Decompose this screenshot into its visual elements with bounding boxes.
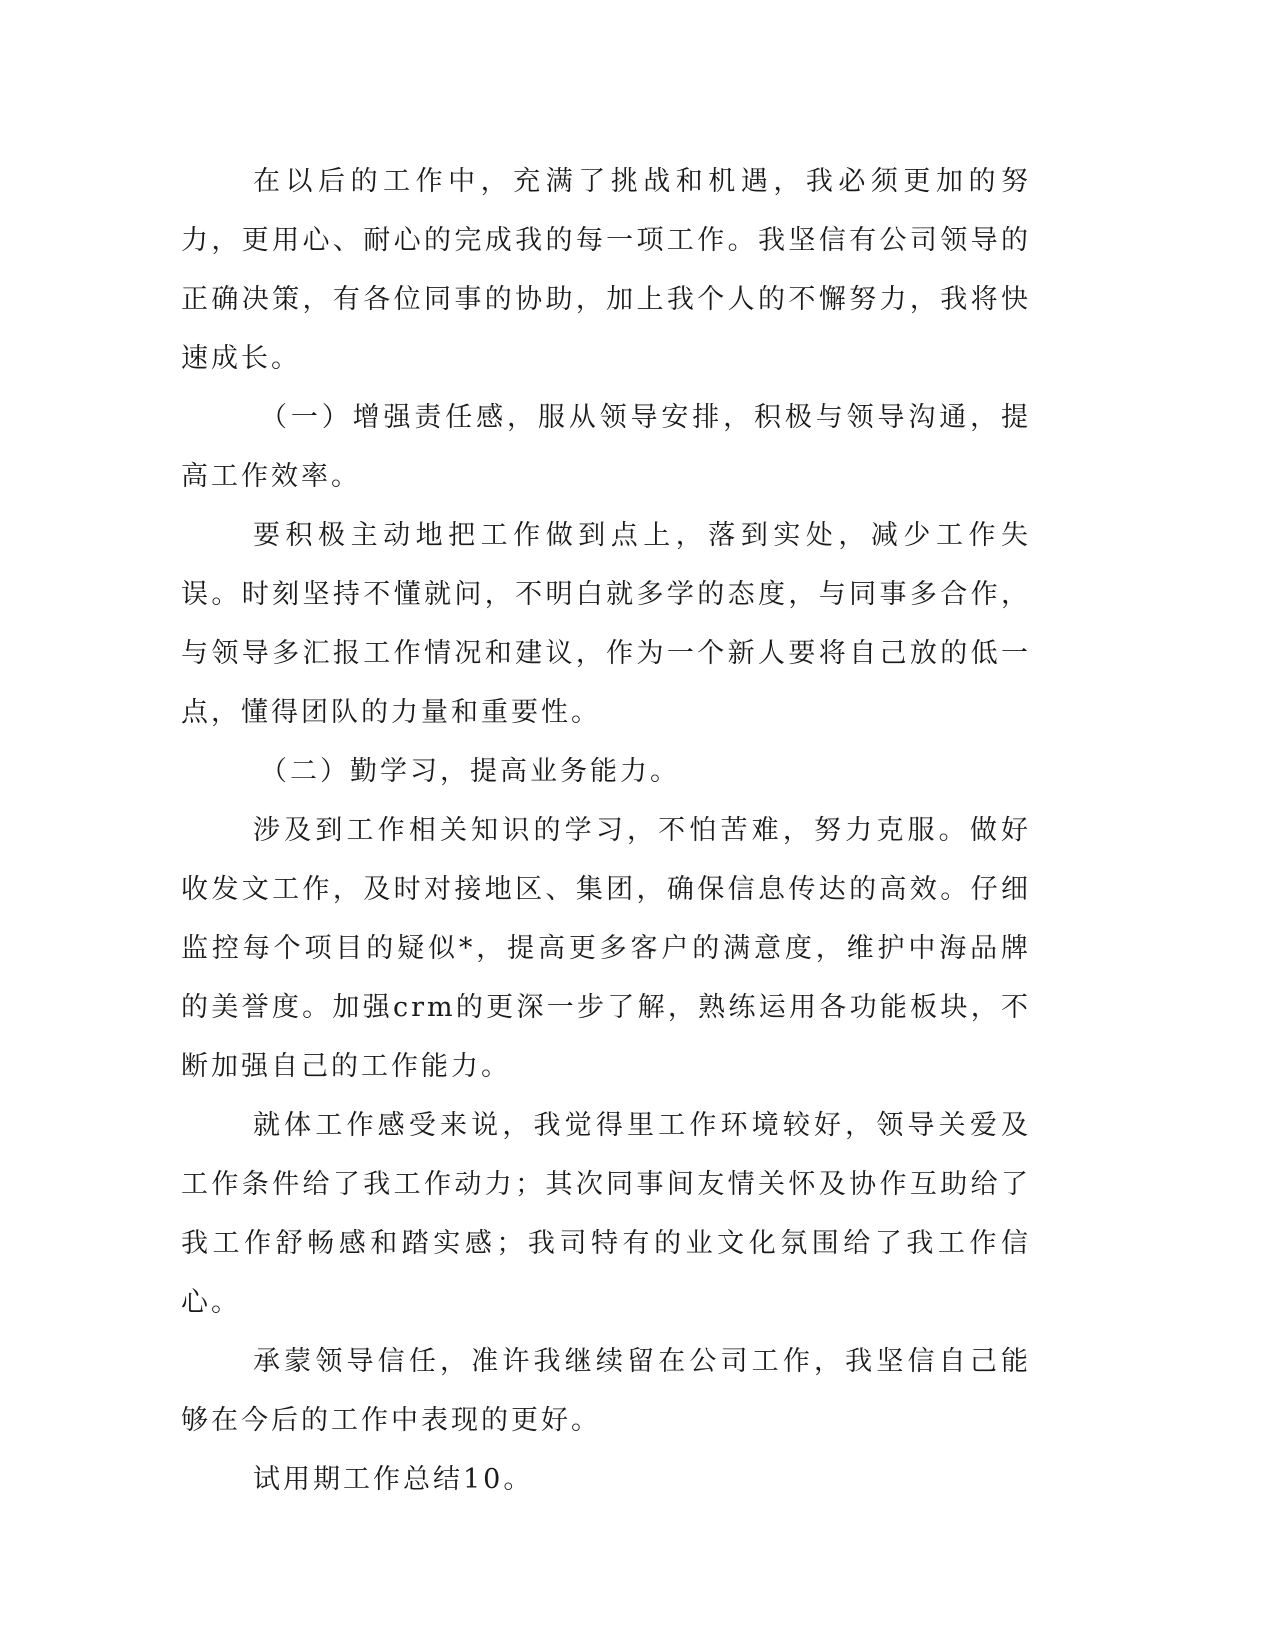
section-heading-2: （二）勤学习，提高业务能力。: [260, 756, 680, 787]
paragraph-summary-title: 试用期工作总结10。: [253, 1464, 534, 1495]
document-body: [181, 152, 1031, 1509]
paragraph-responsibility: 要积极主动地把工作做到点上，落到实处，减少工作失误。时刻坚持不懂就问，不明白就多学的态度，与同事多合作，与领导多汇报工作情况和建议，作为一个新人要将自己放的低一点，懂得团队的力量和重要性。: [181, 520, 1031, 728]
paragraph-future-work: 在以后的工作中，充满了挑战和机遇，我必须更加的努力，更用心、耐心的完成我的每一项工作。我坚信有公司领导的正确决策，有各位同事的协助，加上我个人的不懈努力，我将快速成长。: [181, 166, 1031, 374]
section-heading-1: （一）增强责任感，服从领导安排，积极与领导沟通，提高工作效率。: [181, 402, 1031, 492]
paragraph-gratitude: 承蒙领导信任，准许我继续留在公司工作，我坚信自己能够在今后的工作中表现的更好。: [181, 1346, 1031, 1436]
paragraph-work-feelings: 就体工作感受来说，我觉得里工作环境较好，领导关爱及工作条件给了我工作动力；其次同事间友情关怀及协作互助给了我工作舒畅感和踏实感；我司特有的业文化氛围给了我工作信心。: [181, 1110, 1031, 1318]
paragraph-learning: 涉及到工作相关知识的学习，不怕苦难，努力克服。做好收发文工作，及时对接地区、集团，确保信息传达的高效。仔细监控每个项目的疑似*，提高更多客户的满意度，维护中海品牌的美誉度。加强crm的更深一步了解，熟练运用各功能板块，不断加强自己的工作能力。: [181, 815, 1031, 1082]
